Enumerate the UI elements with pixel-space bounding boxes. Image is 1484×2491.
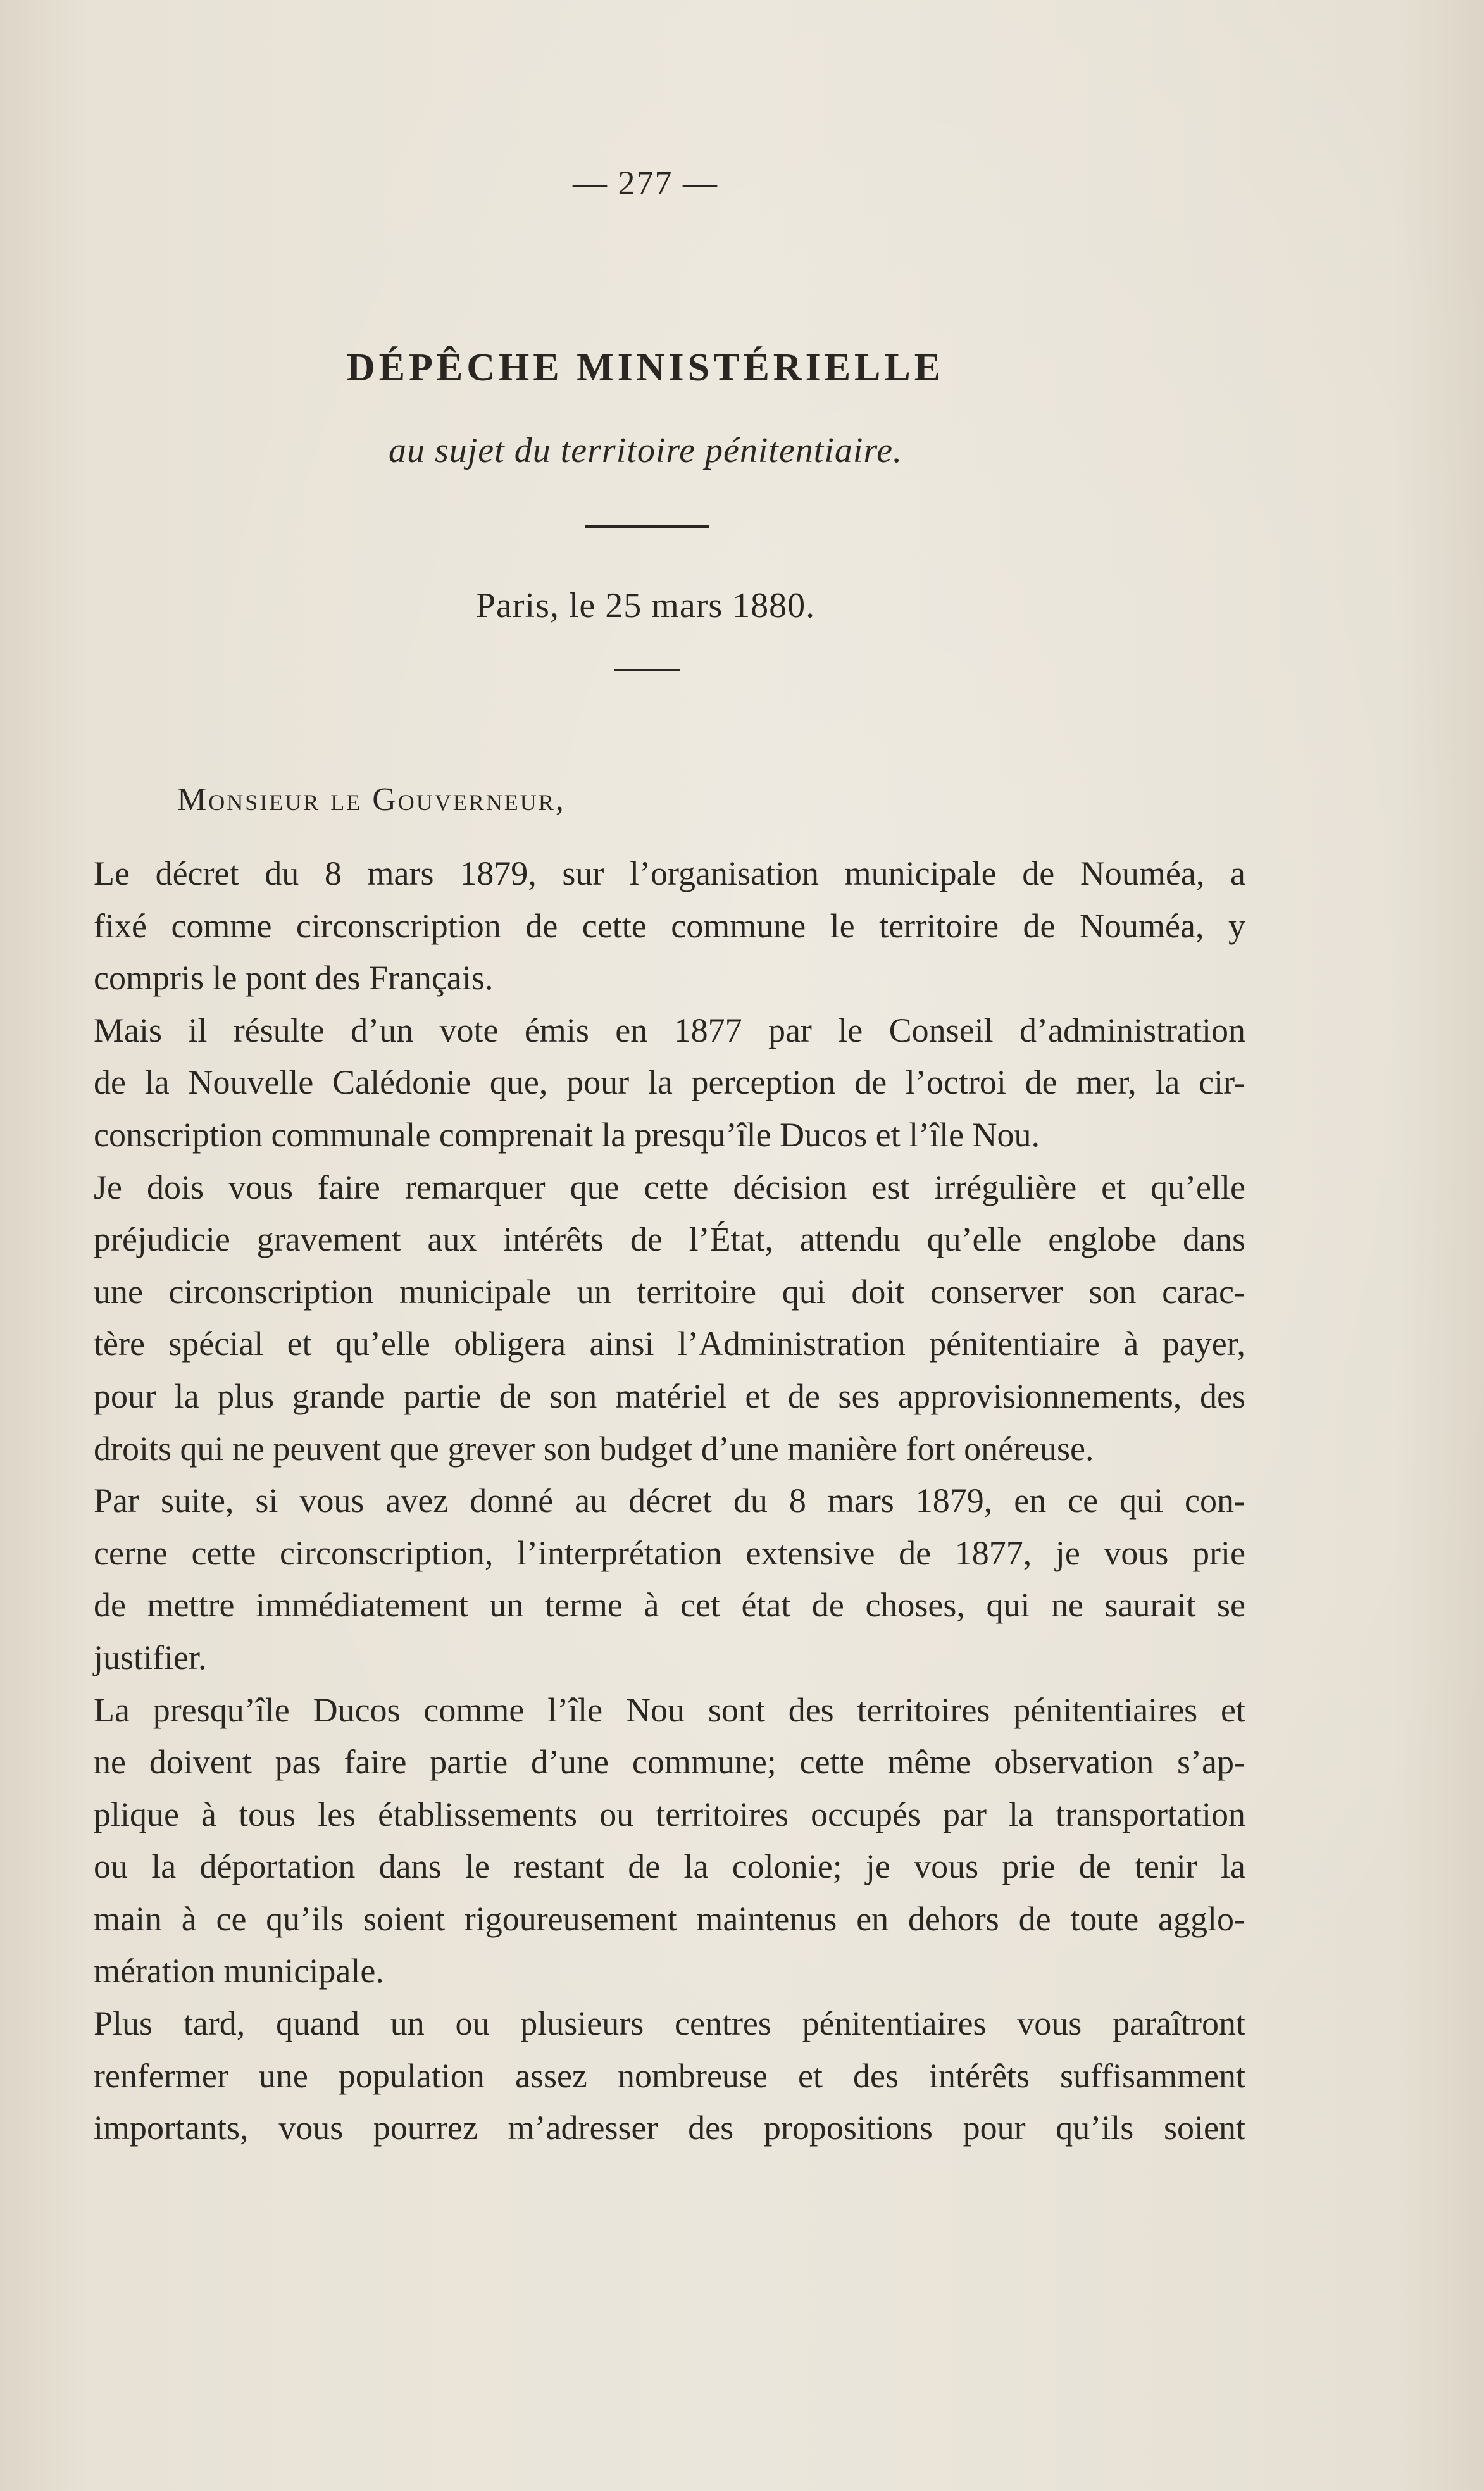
- text-line: Le décret du 8 mars 1879, sur l’organisation municipale de Nouméa, a: [94, 854, 1245, 892]
- text-line: renfermer une population assez nombreuse et des intérêts suffisamment: [94, 2056, 1245, 2095]
- text-line: mération municipale.: [94, 1952, 384, 1990]
- page-number: — 277 —: [573, 164, 718, 202]
- text-line: Mais il résulte d’un vote émis en 1877 par le Conseil d’administration: [94, 1011, 1245, 1049]
- dateline-divider: [614, 669, 680, 671]
- text-line: ne doivent pas faire partie d’une commune; cette même observation s’ap-: [94, 1743, 1245, 1782]
- title-divider: [585, 525, 709, 528]
- text-line: ou la déportation dans le restant de la colonie; je vous prie de tenir la: [94, 1847, 1245, 1886]
- text-line: pour la plus grande partie de son matériel et de ses approvisionnements, des: [94, 1377, 1245, 1415]
- document-subtitle: au sujet du territoire pénitentiaire.: [388, 431, 903, 470]
- text-line: conscription communale comprenait la presqu’île Ducos et l’île Nou.: [94, 1115, 1040, 1154]
- text-line: une circonscription municipale un territoire qui doit conserver son carac-: [94, 1272, 1245, 1311]
- text-line: tère spécial et qu’elle obligera ainsi l’Administration pénitentiaire à payer,: [94, 1325, 1245, 1363]
- text-line: Je dois vous faire remarquer que cette décision est irrégulière et qu’elle: [94, 1168, 1245, 1206]
- text-line: La presqu’île Ducos comme l’île Nou sont des territoires pénitentiaires et: [94, 1690, 1245, 1729]
- text-line: plique à tous les établissements ou territoires occupés par la transportation: [94, 1795, 1245, 1833]
- text-line: fixé comme circonscription de cette commune le territoire de Nouméa, y: [94, 906, 1245, 945]
- text-line: droits qui ne peuvent que grever son budget d’une manière fort onéreuse.: [94, 1429, 1094, 1468]
- salutation: Monsieur le Gouverneur,: [177, 782, 566, 818]
- text-line: Par suite, si vous avez donné au décret du 8 mars 1879, en ce qui con-: [94, 1482, 1245, 1520]
- text-line: de mettre immédiatement un terme à cet état de choses, qui ne saurait se: [94, 1586, 1245, 1625]
- text-line: compris le pont des Français.: [94, 959, 494, 997]
- text-line: importants, vous pourrez m’adresser des propositions pour qu’ils soient: [94, 2109, 1245, 2147]
- text-line: justifier.: [94, 1638, 207, 1676]
- text-line: Plus tard, quand un ou plusieurs centres pénitentiaires vous paraîtront: [94, 2004, 1245, 2043]
- text-line: cerne cette circonscription, l’interprétation extensive de 1877, je vous prie: [94, 1533, 1245, 1572]
- text-line: de la Nouvelle Calédonie que, pour la perception de l’octroi de mer, la cir-: [94, 1063, 1245, 1102]
- dateline: Paris, le 25 mars 1880.: [475, 586, 816, 625]
- letter-body: [94, 847, 1245, 2154]
- text-line: préjudicie gravement aux intérêts de l’État, attendu qu’elle englobe dans: [94, 1220, 1245, 1259]
- text-line: main à ce qu’ils soient rigoureusement maintenus en dehors de toute agglo-: [94, 1899, 1245, 1938]
- document-title: DÉPÊCHE MINISTÉRIELLE: [346, 346, 945, 389]
